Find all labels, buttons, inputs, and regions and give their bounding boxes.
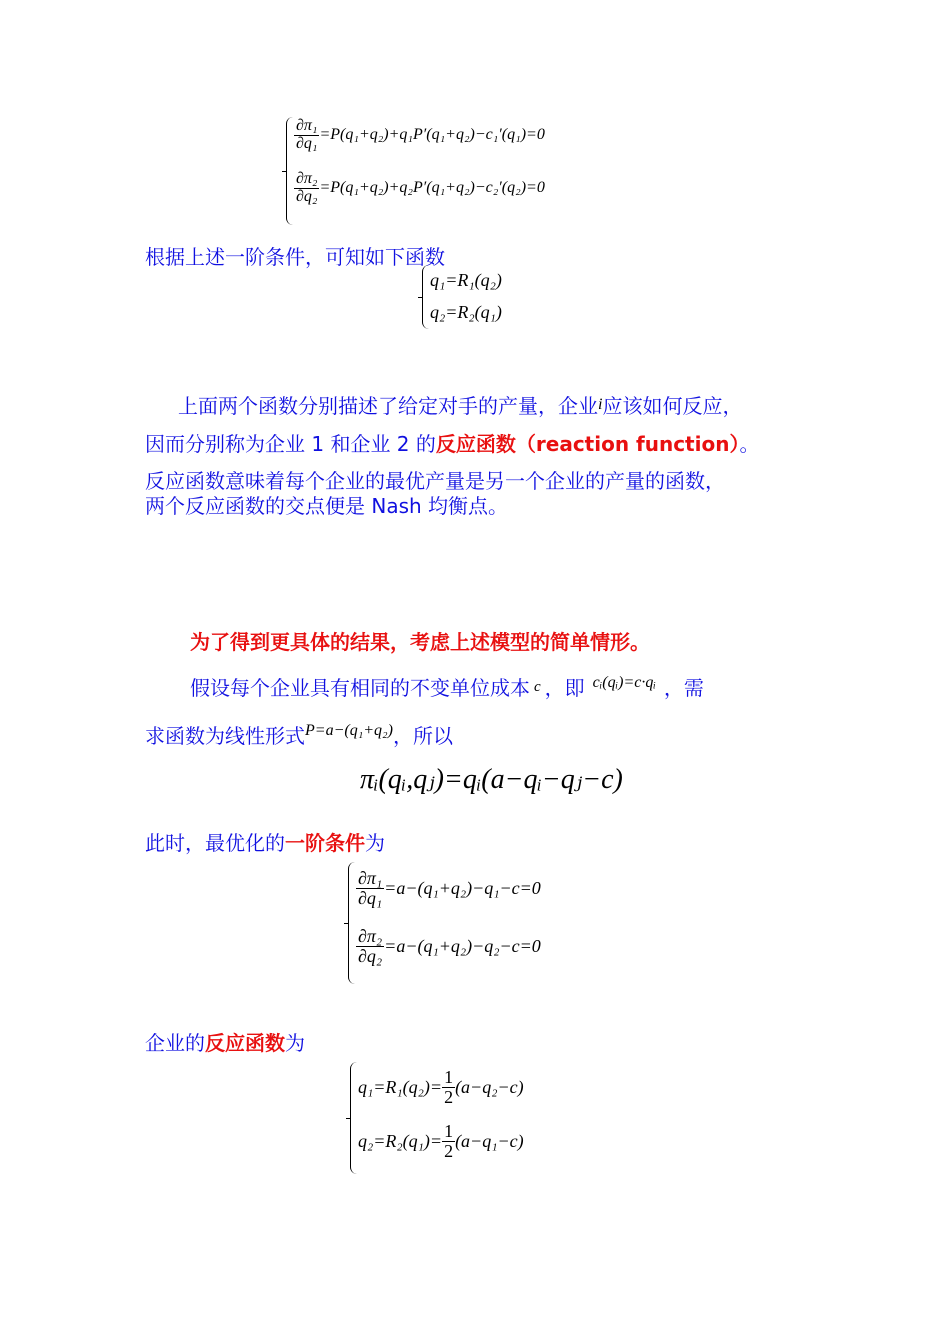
foc-linear-equation-2 (356, 926, 541, 966)
equation-row: =P(q₁+q₂)+q₁P′(q₁+q₂)−c₁′(q₁)=0 (319, 126, 545, 144)
reaction-equation-2: q₂=R₂(q₁) (430, 302, 502, 322)
variable-c: c (534, 679, 541, 695)
fraction-denominator: ∂q₁ (296, 134, 318, 152)
fraction-numerator: 1 (444, 1067, 454, 1087)
equation-brace (350, 1062, 357, 1174)
equation-brace (348, 862, 355, 984)
highlight-term: 反应函数（reaction function） (435, 432, 740, 456)
profit-equation: πᵢ(qᵢ,qⱼ)=qᵢ(a−qᵢ−qⱼ−c) (360, 764, 623, 795)
paragraph-line: 上面两个函数分别描述了给定对手的产量，企业$^i$应该如何反应， (178, 394, 743, 418)
reaction-function-1: q₁=R₁(q₂)= $\frac{1}{2}$ (a−q₂−c) (358, 1067, 524, 1107)
equation-row: =P(q₁+q₂)+q₂P′(q₁+q₂)−c₂′(q₂)=0 (319, 179, 545, 197)
reaction-function-2: q₂=R₂(q₁)= $\frac{1}{2}$ (a−q₁−c) (358, 1121, 524, 1161)
equation-row: =a−(q₁+q₂)−q₂−c=0 (384, 935, 541, 956)
highlight-term: 反应函数 (205, 1031, 285, 1055)
cost-formula: cᵢ(qᵢ)=c·qᵢ (592, 674, 656, 691)
paragraph-line: 假设每个企业具有相同的不变单位成本 $^c$ ，即 $^{cᵢ(qᵢ)=c\cdot qᵢ}$ ，需 (190, 674, 704, 700)
fraction-denominator: 2 (444, 1140, 454, 1161)
fraction-numerator: ∂π₁ (296, 117, 318, 134)
fraction-numerator: ∂π₂ (296, 170, 318, 187)
demand-formula: P=a−(q₁+q₂) (305, 722, 393, 739)
fraction-numerator: ∂π₁ (358, 868, 383, 888)
section-heading: 为了得到更具体的结果，考虑上述模型的简单情形。 (190, 630, 650, 654)
fraction-numerator: ∂π₂ (358, 926, 383, 946)
foc-linear-equation-1 (356, 868, 541, 908)
fraction-denominator: ∂q₂ (358, 945, 383, 966)
fraction-denominator: ∂q₁ (358, 887, 383, 908)
paragraph-line: 反应函数意味着每个企业的最优产量是另一个企业的产量的函数， (145, 469, 725, 493)
fraction-denominator: 2 (444, 1086, 454, 1107)
equation-brace (286, 117, 293, 225)
equation-brace (422, 265, 429, 329)
equation-row: =a−(q₁+q₂)−q₁−c=0 (384, 877, 541, 898)
paragraph-line: 因而分别称为企业 1 和企业 2 的反应函数（reaction function）。 (145, 432, 760, 456)
variable-i: i (598, 396, 603, 413)
paragraph-line: 求函数为线性形式$^{P=a-(q_1+q_2)}$，所以 (145, 722, 453, 748)
foc-equation-2 (294, 170, 545, 206)
paragraph-line: 此时，最优化的一阶条件为 (145, 831, 385, 855)
paragraph-line: 两个反应函数的交点便是 Nash 均衡点。 (145, 494, 509, 518)
paragraph-line: 企业的反应函数为 (145, 1031, 305, 1055)
fraction-denominator: ∂q₂ (296, 187, 318, 205)
paragraph-text: 根据上述一阶条件，可知如下函数 (145, 245, 445, 269)
highlight-term: 一阶条件 (285, 831, 365, 855)
foc-equation-1 (294, 117, 545, 153)
reaction-equation-1: q₁=R₁(q₂) (430, 270, 502, 290)
fraction-numerator: 1 (444, 1121, 454, 1141)
